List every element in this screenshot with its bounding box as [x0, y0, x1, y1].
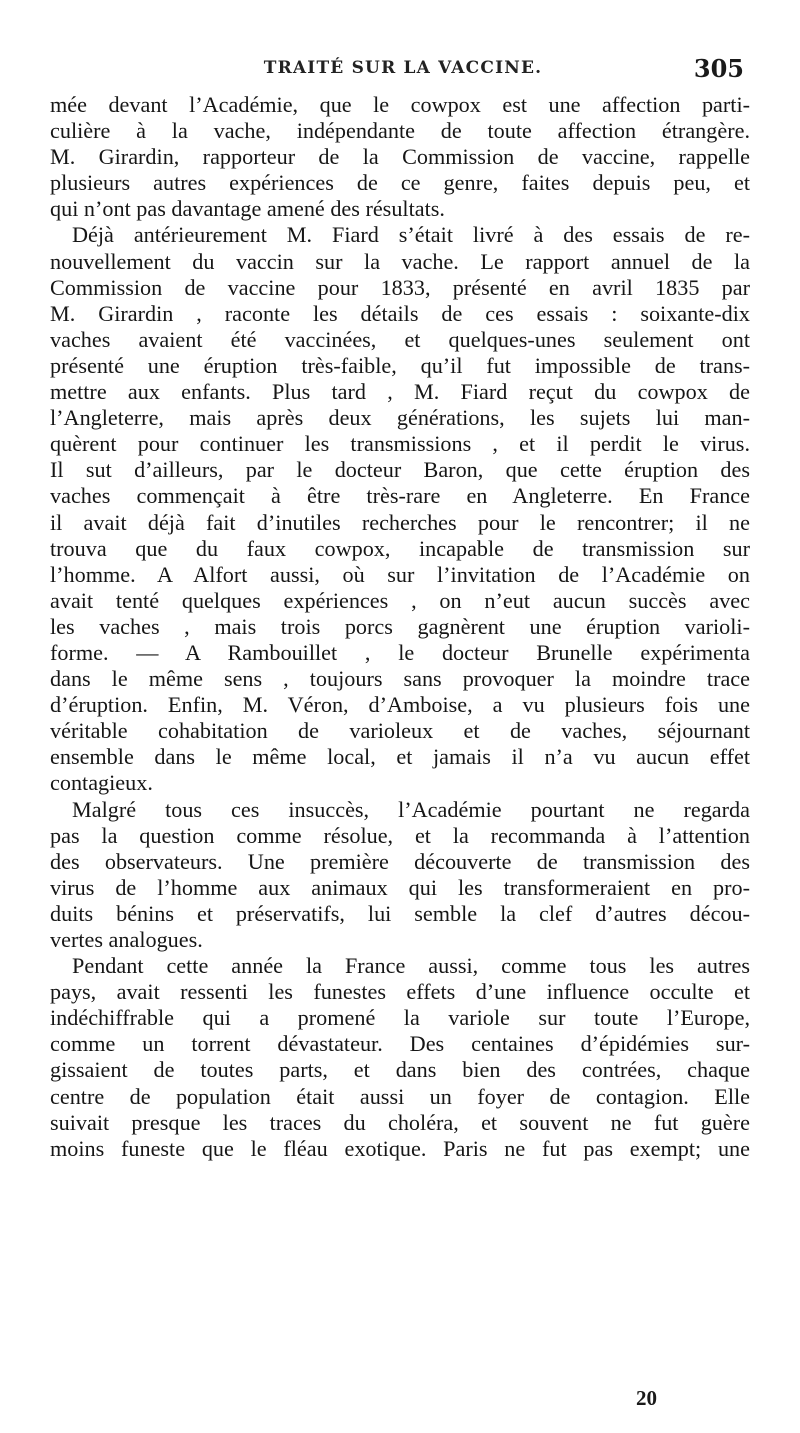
- text-line: suivait presque les traces du choléra, et souvent ne fut guère: [50, 1109, 750, 1135]
- text-line: présenté une éruption très-faible, qu’il fut impossible de trans-: [50, 352, 750, 378]
- signature-mark: 20: [636, 1386, 657, 1410]
- text-line: gissaient de toutes parts, et dans bien des contrées, chaque: [50, 1057, 750, 1083]
- text-line: forme. — A Rambouillet , le docteur Brunelle expérimenta: [50, 639, 750, 665]
- text-line: vaches commençait à être très-rare en Angleterre. En France: [50, 483, 750, 509]
- body-text: [50, 92, 750, 1162]
- text-line: les vaches , mais trois porcs gagnèrent une éruption varioli-: [50, 613, 750, 639]
- text-line: ensemble dans le même local, et jamais il n’a vu aucun effet: [50, 744, 750, 770]
- text-line: trouva que du faux cowpox, incapable de transmission sur: [50, 535, 750, 561]
- text-line: moins funeste que le fléau exotique. Paris ne fut pas exempt; une: [50, 1135, 750, 1161]
- text-line: vaches avaient été vaccinées, et quelques-unes seulement ont: [50, 326, 750, 352]
- text-line: Pendant cette année la France aussi, comme tous les autres: [72, 953, 750, 979]
- text-line: M. Girardin, rapporteur de la Commission de vaccine, rappelle: [50, 144, 750, 170]
- text-line: dans le même sens , toujours sans provoquer la moindre trace: [50, 666, 750, 692]
- text-line: vertes analogues.: [50, 927, 203, 952]
- running-title: TRAITÉ SUR LA VACCINE.: [263, 58, 543, 78]
- text-line: véritable cohabitation de varioleux et de vaches, séjournant: [50, 718, 750, 744]
- text-line: des observateurs. Une première découverte de transmission des: [50, 848, 750, 874]
- text-line: contagieux.: [50, 770, 153, 796]
- text-line: mée devant l’Académie, que le cowpox est une affection parti-: [50, 92, 750, 117]
- text-line: l’Angleterre, mais après deux générations, les sujets lui man-: [50, 405, 750, 431]
- running-head: [62, 54, 744, 88]
- text-line: Il sut d’ailleurs, par le docteur Baron, que cette éruption des: [50, 457, 750, 483]
- page-number: 305: [693, 54, 744, 83]
- text-line: culière à la vache, indépendante de toute affection étrangère.: [50, 118, 750, 144]
- text-line: Commission de vaccine pour 1833, présenté en avril 1835 par: [50, 274, 750, 300]
- text-line: pays, avait ressenti les funestes effets d’une influence occulte et: [50, 979, 750, 1005]
- text-line: nouvellement du vaccin sur la vache. Le rapport annuel de la: [50, 248, 750, 274]
- text-line: Déjà antérieurement M. Fiard s’était livré à des essais de re-: [72, 222, 750, 248]
- text-line: plusieurs autres expériences de ce genre, faites depuis peu, et: [50, 170, 750, 196]
- text-line: duits bénins et préservatifs, lui semble la clef d’autres décou-: [50, 900, 750, 926]
- text-line: qui n’ont pas davantage amené des résultats.: [50, 196, 445, 222]
- text-line: M. Girardin , raconte les détails de ces essais : soixante-dix: [50, 300, 750, 326]
- text-line: mettre aux enfants. Plus tard , M. Fiard reçut du cowpox de: [50, 379, 750, 405]
- text-line: indéchiffrable qui a promené la variole sur toute l’Europe,: [50, 1005, 750, 1031]
- text-line: d’éruption. Enfin, M. Véron, d’Amboise, a vu plusieurs fois une: [50, 692, 750, 718]
- text-line: comme un torrent dévastateur. Des centaines d’épidémies sur-: [50, 1031, 750, 1057]
- text-line: virus de l’homme aux animaux qui les transformeraient en pro-: [50, 874, 750, 900]
- text-line: pas la question comme résolue, et la recommanda à l’attention: [50, 822, 750, 848]
- text-line: quèrent pour continuer les transmissions , et il perdit le virus.: [50, 431, 750, 457]
- text-line: centre de population était aussi un foyer de contagion. Elle: [50, 1083, 750, 1109]
- text-line: avait tenté quelques expériences , on n’eut aucun succès avec: [50, 587, 750, 613]
- text-line: l’homme. A Alfort aussi, où sur l’invitation de l’Académie on: [50, 561, 750, 587]
- text-line: Malgré tous ces insuccès, l’Académie pourtant ne regarda: [72, 796, 750, 822]
- text-line: il avait déjà fait d’inutiles recherches pour le rencontrer; il ne: [50, 509, 750, 535]
